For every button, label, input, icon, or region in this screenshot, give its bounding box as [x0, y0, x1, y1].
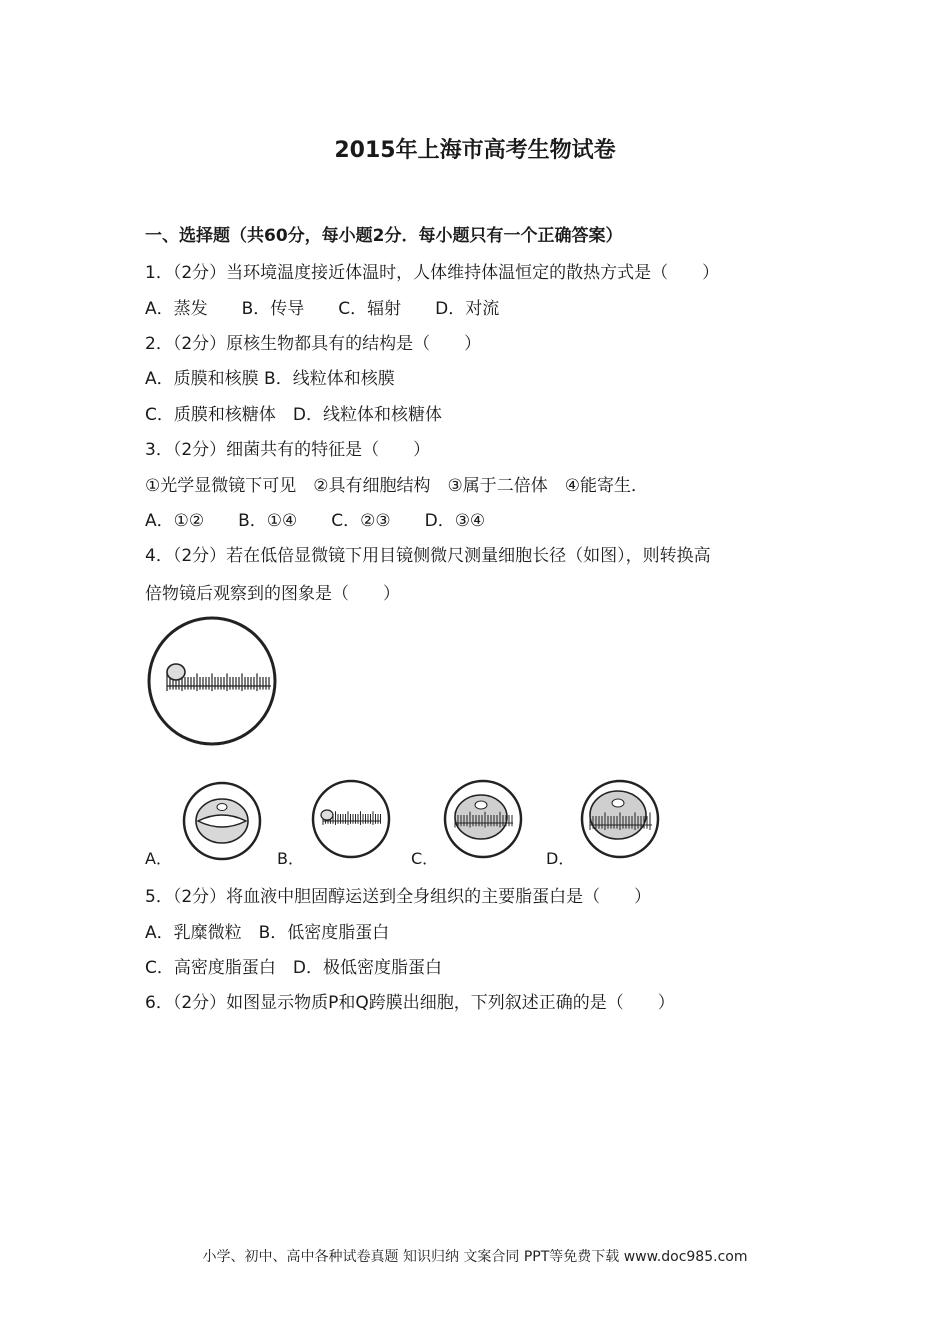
question-2-options-row2: C．质膜和核糖体 D．线粒体和核糖体: [145, 405, 442, 425]
question-5-stem: 5．（2分）将血液中胆固醇运送到全身组织的主要脂蛋白是（ ）: [145, 887, 652, 907]
option-b-figure: [309, 777, 393, 861]
question-3-statements: ①光学显微镜下可见 ②具有细胞结构 ③属于二倍体 ④能寄生．: [145, 476, 648, 496]
question-2-options-row1: A．质膜和核膜 B．线粒体和核膜: [145, 369, 395, 389]
option-b-label: B．: [277, 849, 304, 868]
page-title: 2015年上海市高考生物试卷: [334, 138, 616, 163]
option-c-figure: [441, 777, 525, 861]
question-1-stem: 1．（2分）当环境温度接近体温时，人体维持体温恒定的散热方式是（ ）: [145, 263, 720, 283]
option-d-label: D．: [546, 849, 575, 868]
question-5-options-row2: C．高密度脂蛋白 D．极低密度脂蛋白: [145, 958, 442, 978]
page-footer: 小学、初中、高中各种试卷真题 知识归纳 文案合同 PPT等免费下载 www.doc985.com: [202, 1249, 748, 1265]
question-2-stem: 2．（2分）原核生物都具有的结构是（ ）: [145, 334, 482, 354]
section-heading: 一、选择题（共60分，每小题2分．每小题只有一个正确答案）: [145, 226, 623, 246]
option-c-label: C．: [411, 849, 439, 868]
cell-shape: [167, 664, 185, 680]
option-d-figure: [578, 777, 662, 861]
question-6-stem: 6．（2分）如图显示物质P和Q跨膜出细胞，下列叙述正确的是（ ）: [145, 993, 675, 1013]
question-4-stem-line2: 倍物镜后观察到的图象是（ ）: [145, 584, 400, 604]
question-3-stem: 3．（2分）细菌共有的特征是（ ）: [145, 440, 431, 460]
micrometer-figure: [145, 614, 280, 749]
question-4-stem-line1: 4．（2分）若在低倍显微镜下用目镜侧微尺测量细胞长径（如图），则转换高: [145, 546, 711, 566]
question-3-options: A．①② B．①④ C．②③ D．③④: [145, 511, 486, 531]
option-a-label: A．: [145, 849, 172, 868]
option-a-figure: [180, 781, 264, 861]
question-5-options-row1: A．乳糜微粒 B．低密度脂蛋白: [145, 923, 390, 943]
question-1-options: A．蒸发 B．传导 C．辐射 D．对流: [145, 299, 500, 319]
